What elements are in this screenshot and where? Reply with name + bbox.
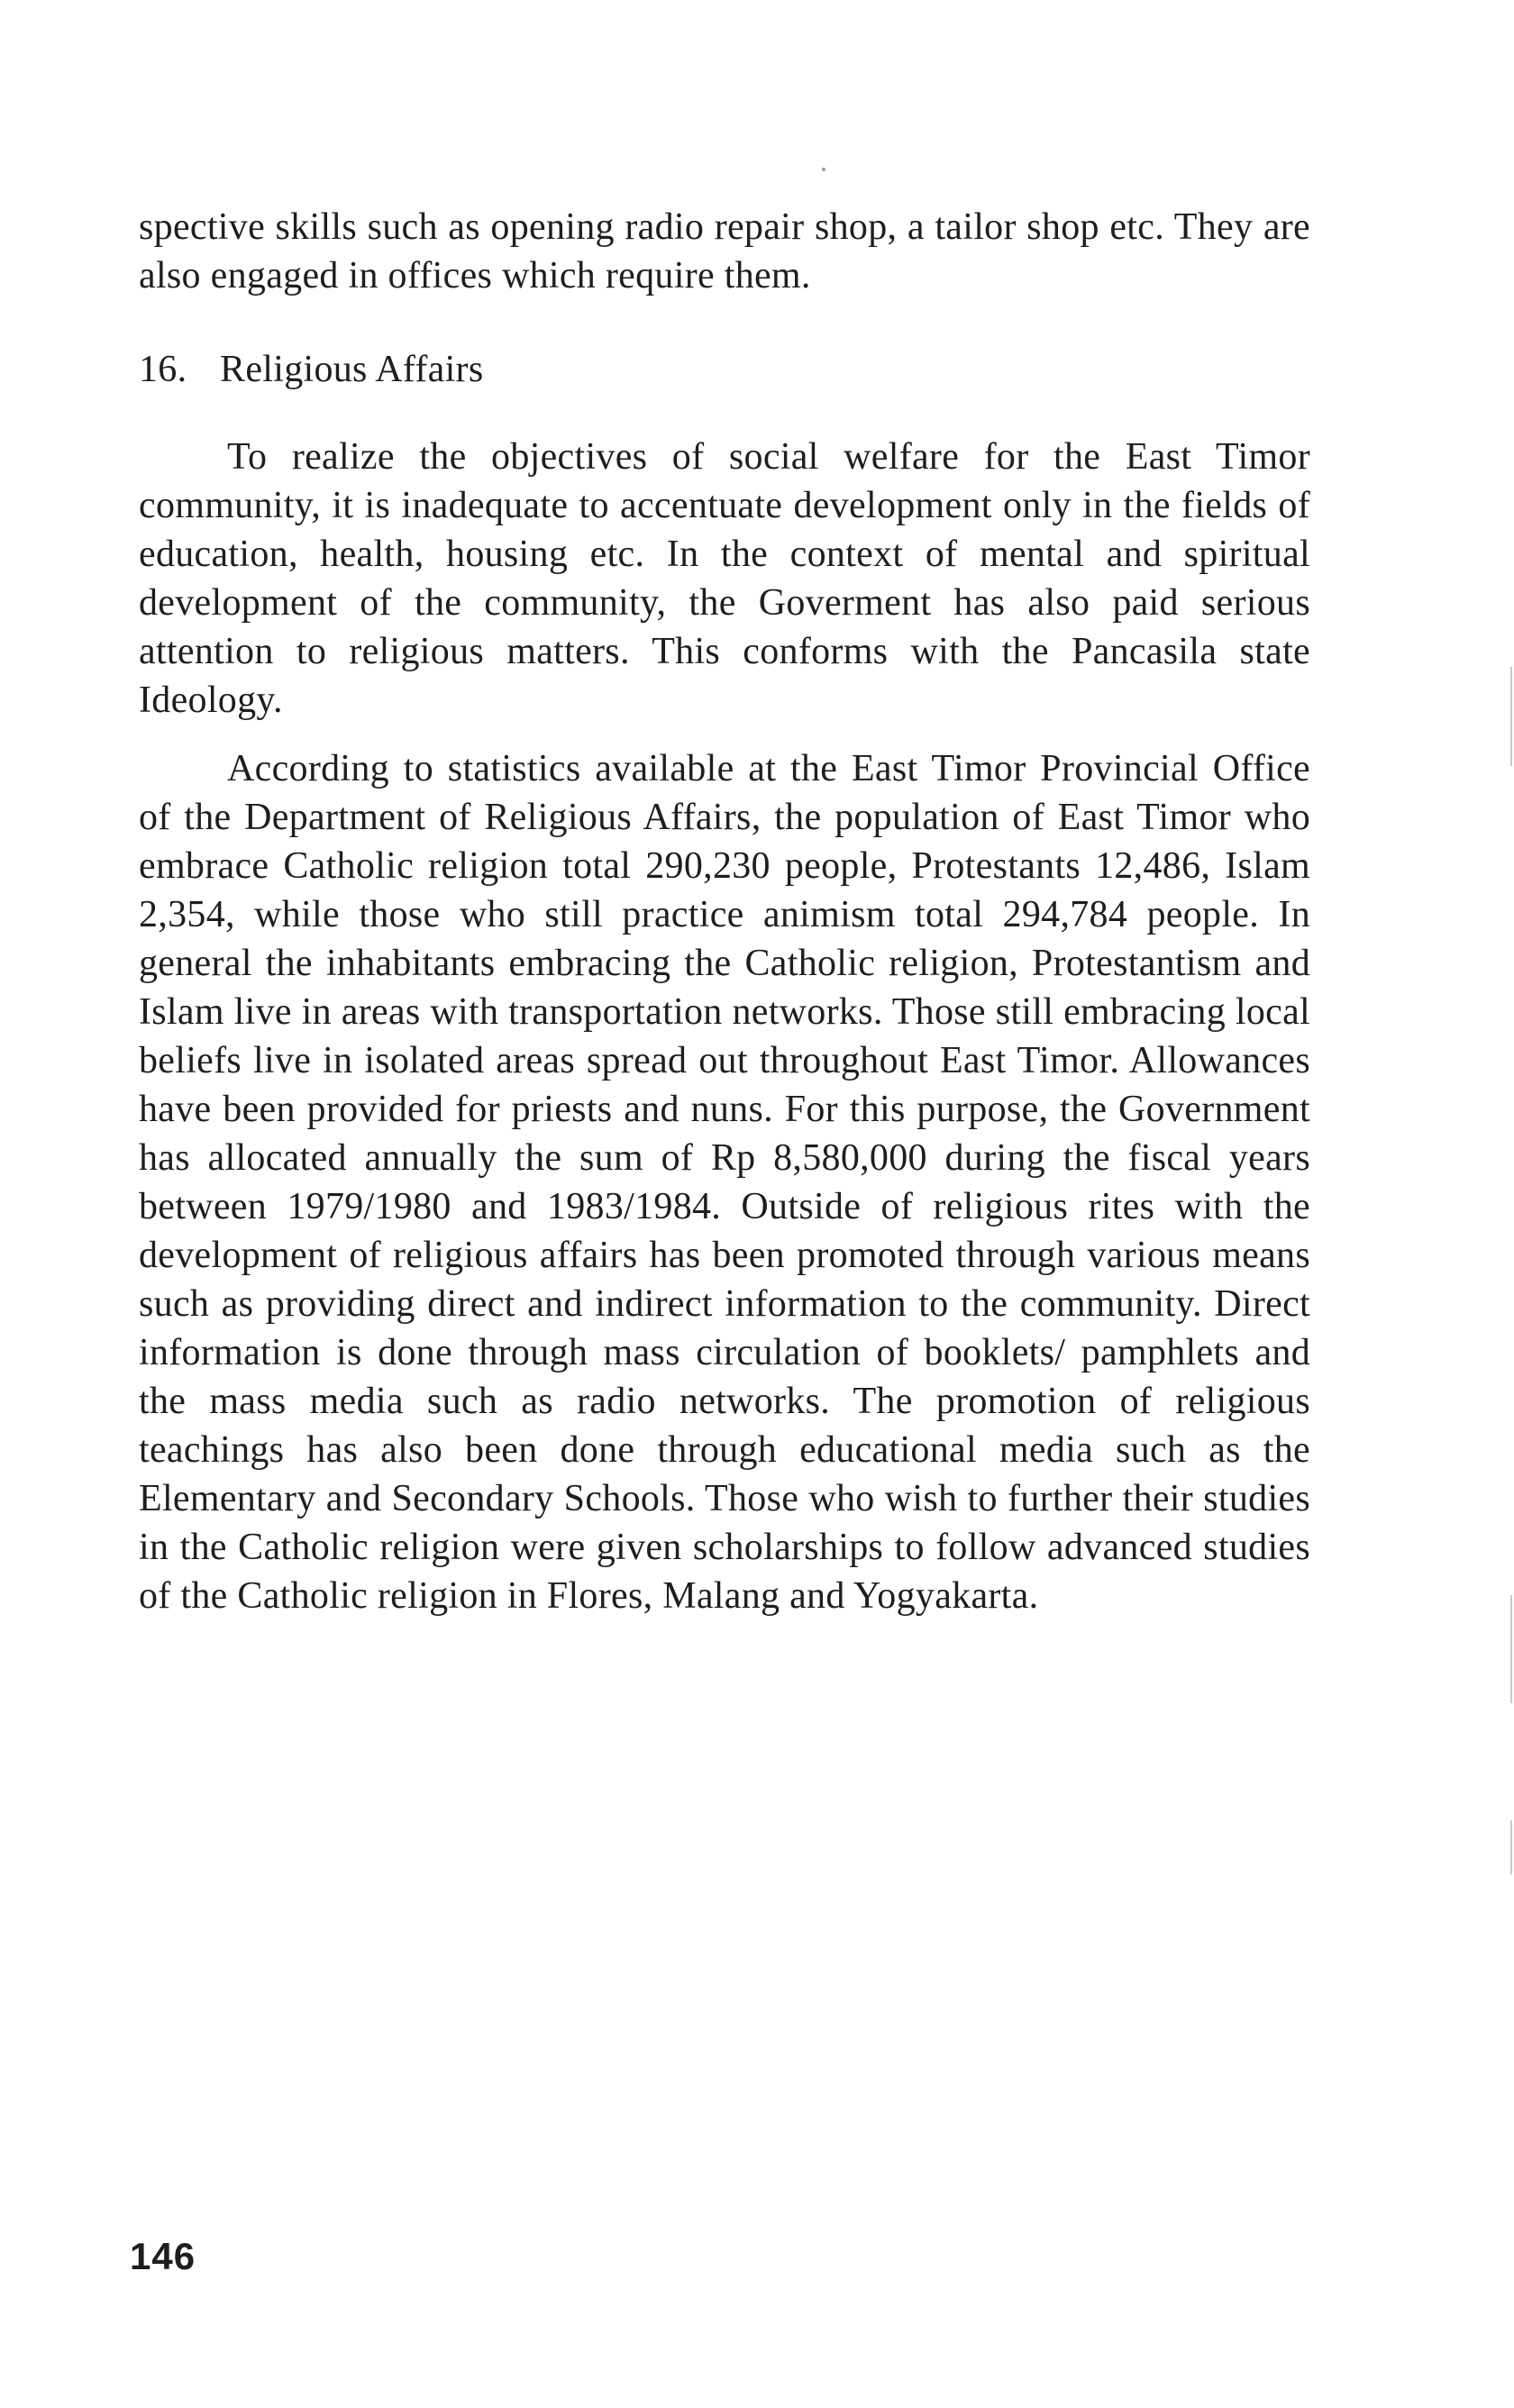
continuation-text: spective skills such as opening radio repair shop, a tailor shop etc. They are also engaged in offices which require them. [139, 206, 1310, 296]
paragraph-text: According to statistics available at the East Timor Provincial Office of the Department of Religious Affairs, the population of East Timor who embrace Catholic religion total 290,230 people, Protestants 12,486, Islam 2,354, while those who still practice animism total 294,784 people. In general the inhabitants embracing the Catholic religion, Protestantism and Islam live in areas with transportation networks. Those still embracing local beliefs live in isolated areas spread out throughout East Timor. Allowances have been provided for priests and nuns. For this purpose, the Government has allocated annually the sum of Rp 8,580,000 during the fiscal years between 1979/1980 and 1983/1984. Outside of religious rites with the development of religious affairs has been promoted through various means such as providing direct and indirect information to the community. Direct information is done through mass circulation of booklets/ pamphlets and the mass media such as radio networks. The promotion of religious teachings has also been done through educational media such as the Elementary and Secondary Schools. Those who wish to further their studies in the Catholic religion were given scholarships to follow advanced studies of the Catholic religion in Flores, Malang and Yogyakarta. [139, 748, 1310, 1617]
section-heading [139, 345, 483, 394]
section-number: 16. [139, 349, 187, 390]
scan-edge-mark [1510, 1595, 1512, 1703]
continuation-paragraph [139, 203, 1310, 300]
page-number: 146 [130, 2235, 196, 2277]
body-paragraph-1 [139, 433, 1310, 725]
paragraph-text: To realize the objectives of social welfare for the East Timor community, it is inadequate to accentuate development only in the fields of education, health, housing etc. In the context of mental and spiritual development of the community, the Goverment has also paid serious attention to religious matters. This conforms with the Pancasila state Ideology. [139, 436, 1310, 721]
body-paragraph-2 [139, 744, 1310, 1620]
scan-edge-mark [1510, 1820, 1512, 1874]
section-title: Religious Affairs [220, 349, 484, 390]
scan-speck [822, 168, 825, 171]
scan-edge-mark [1510, 667, 1512, 766]
